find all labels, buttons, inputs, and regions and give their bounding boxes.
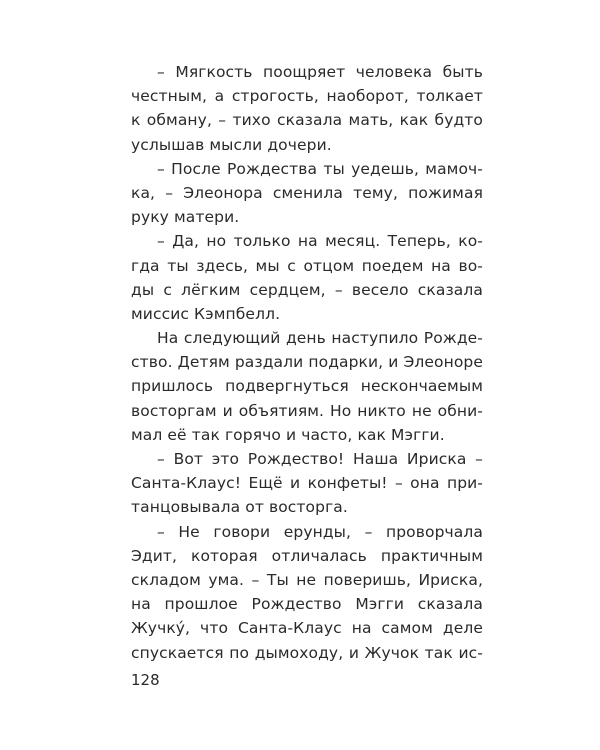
text-line: на прошлое Рождество Мэгги сказала — [131, 595, 483, 614]
text-line: Жучкý, что Санта-Клаус на самом деле — [131, 619, 483, 638]
text-line: Санта-Клаус! Ещё и конфеты! – она при- — [131, 474, 483, 493]
text-line: честным, а строгость, наоборот, толкает — [131, 87, 483, 106]
text-line: – Мягкость поощряет человека быть — [157, 63, 483, 81]
text-line: ды с лёгким сердцем, – весело сказала — [131, 280, 483, 299]
text-line: ство. Детям раздали подарки, и Элеоноре — [131, 353, 483, 372]
text-line: руку матери. — [131, 208, 240, 227]
page-number: 128 — [131, 671, 160, 689]
text-line: спускается по дымоходу, и Жучок так ис- — [131, 643, 483, 662]
text-line: гда ты здесь, мы с отцом поедем на во- — [131, 256, 483, 275]
text-line: пришлось подвергнуться нескончаемым — [131, 377, 483, 396]
text-line: миссис Кэмпбелл. — [131, 304, 281, 323]
text-line: складом ума. – Ты не поверишь, Ириска, — [131, 570, 483, 589]
text-line: – После Рождества ты уедешь, мамоч- — [157, 159, 483, 178]
text-line: танцовывала от восторга. — [131, 498, 348, 517]
text-line: ка, – Элеонора сменила тему, пожимая — [131, 183, 483, 202]
text-line: – Да, но только на месяц. Теперь, ко- — [157, 232, 483, 251]
text-line: Эдит, которая отличалась практичным — [131, 546, 483, 565]
text-line: восторгам и объятиям. Но никто не обни- — [131, 401, 483, 420]
text-line: мал её так горячо и часто, как Мэгги. — [131, 425, 445, 444]
text-line: к обману, – тихо сказала мать, как будто — [131, 111, 483, 130]
text-line: На следующий день наступило Рожде- — [157, 329, 483, 348]
text-line: – Вот это Рождество! Наша Ириска – — [157, 450, 483, 468]
body-text — [131, 60, 483, 665]
text-line: – Не говори ерунды, – проворчала — [157, 522, 483, 541]
text-line: услышав мысли дочери. — [131, 135, 332, 154]
